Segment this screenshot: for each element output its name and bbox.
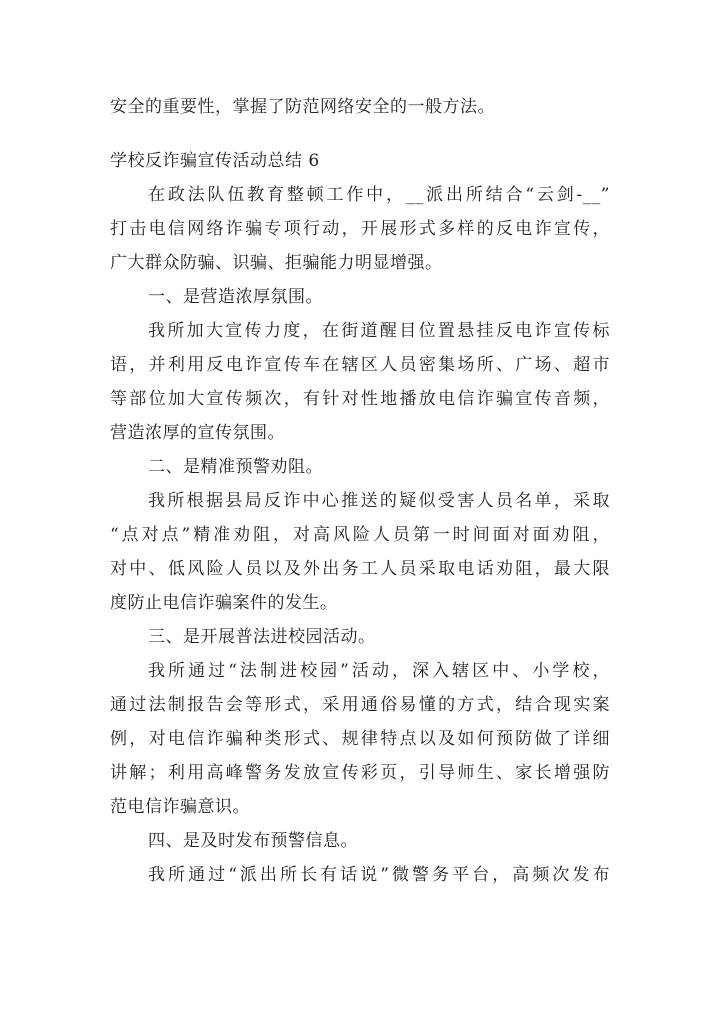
paragraph-line: 语，并利用反电诈宣传车在辖区人员密集场所、广场、超市 — [110, 355, 610, 375]
subheading: 四、是及时发布预警信息。 — [148, 831, 358, 851]
paragraph-line: 打击电信网络诈骗专项行动，开展形式多样的反电诈宣传， — [110, 219, 610, 239]
paragraph-line: 我所通过“法制进校园”活动，深入辖区中、小学校， — [148, 661, 610, 681]
section-heading: 学校反诈骗宣传活动总结 6 — [110, 151, 320, 171]
paragraph-line: 通过法制报告会等形式，采用通俗易懂的方式，结合现实案 — [110, 695, 610, 715]
paragraph-line: 我所根据县局反诈中心推送的疑似受害人员名单，采取 — [148, 491, 610, 511]
paragraph-line: 讲解；利用高峰警务发放宣传彩页，引导师生、家长增强防 — [110, 763, 610, 783]
paragraph-line: 我所通过“派出所长有话说”微警务平台，高频次发布 — [148, 865, 610, 885]
paragraph-line: 例，对电信诈骗种类形式、规律特点以及如何预防做了详细 — [110, 729, 610, 749]
paragraph-line: 等部位加大宣传频次，有针对性地播放电信诈骗宣传音频， — [110, 389, 610, 409]
subheading: 二、是精准预警劝阻。 — [148, 457, 323, 477]
paragraph-line: 营造浓厚的宣传氛围。 — [110, 423, 285, 443]
paragraph-line: 度防止电信诈骗案件的发生。 — [110, 593, 338, 613]
paragraph-line: 安全的重要性，掌握了防范网络安全的一般方法。 — [110, 97, 495, 117]
document-body — [110, 90, 610, 892]
paragraph-line: 对中、低风险人员以及外出务工人员采取电话劝阻，最大限 — [110, 559, 610, 579]
paragraph-line: “点对点”精准劝阻，对高风险人员第一时间面对面劝阻， — [110, 525, 610, 545]
subheading: 三、是开展普法进校园活动。 — [148, 627, 376, 647]
paragraph-line: 广大群众防骗、识骗、拒骗能力明显增强。 — [110, 253, 443, 273]
subheading: 一、是营造浓厚氛围。 — [148, 287, 323, 307]
paragraph-line: 我所加大宣传力度，在街道醒目位置悬挂反电诈宣传标 — [148, 321, 610, 341]
section-gap — [110, 124, 610, 144]
paragraph-line: 在政法队伍教育整顿工作中，__派出所结合“云剑-__” — [148, 185, 610, 205]
paragraph-line: 范电信诈骗意识。 — [110, 797, 250, 817]
